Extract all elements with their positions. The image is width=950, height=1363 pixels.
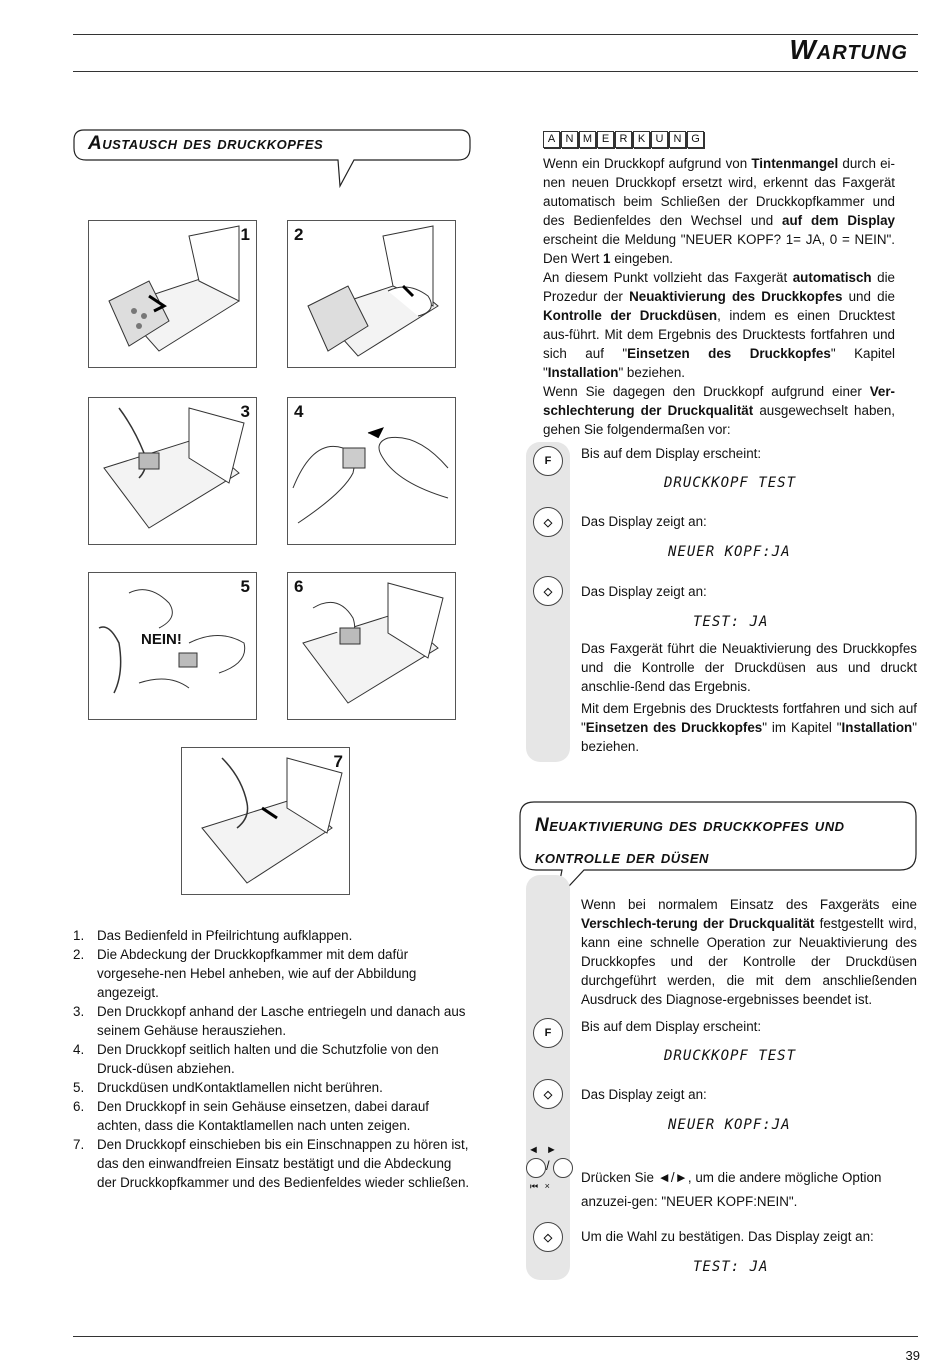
right-arrow-key-icon xyxy=(553,1158,573,1178)
illustration-step-4 xyxy=(287,397,456,545)
intro-text: Wenn bei normalem Einsatz des Faxgeräts eine Verschlech-terung der Druckqualität festgestellt wird, kann eine schnelle Operation zur Neuaktivierung des Druckkopfes und der Kontrolle der Druckdüsen durchgeführt werden, die mit dem anschließenden Ausdruck des Diagnose-ergebnisses beendet ist. xyxy=(581,897,917,1007)
list-item: 7. Den Druckkopf einschieben bis ein Einschnappen zu hören ist, das den einwandfreien Einsatz bestätigt und die Abdeckung der Druckkopfkammer und des Bedienfeldes wieder schließen. xyxy=(73,1137,470,1190)
function-key-icon: F xyxy=(533,1018,563,1048)
result-text: Das Faxgerät führt die Neuaktivierung des Druckkopfes und die Kontrolle der Druckdüsen aus und druckt anschlie-ßend das Ergebnis. Mit dem Ergebnis des Drucktests fortfahren und sich auf "Einsetzen des Druckkopfes" im Kapitel "Installation" beziehen. xyxy=(581,641,917,754)
section-title-austausch: Austausch des druckkopfes xyxy=(88,133,324,154)
display-readout: DRUCKKOPF TEST xyxy=(664,1048,797,1064)
list-item: 6. Den Druckkopf in sein Gehäuse einsetzen, dabei darauf achten, dass die Kontaktlamellen nach unten zeigen. xyxy=(73,1099,429,1133)
list-item: 2. Die Abdeckung der Druckkopfkammer mit dem dafür vorgesehe-nen Hebel anheben, wie auf der Abbildung angezeigt. xyxy=(73,947,417,1000)
header-rule-bottom xyxy=(73,71,918,72)
step-text: Bis auf dem Display erscheint: xyxy=(581,446,762,461)
list-item: 1. Das Bedienfeld in Pfeilrichtung aufklappen. xyxy=(73,928,353,943)
display-readout: TEST: JA xyxy=(693,614,769,630)
step-text: Drücken Sie ◄/►, um die andere mögliche Option anzuzei-gen: "NEUER KOPF:NEIN". xyxy=(581,1170,882,1209)
fax-insert-head-drawing xyxy=(288,573,455,719)
fax-open-panel-drawing xyxy=(89,221,256,367)
step-number: 6 xyxy=(294,577,304,596)
fax-close-cover-drawing xyxy=(182,748,349,894)
ok-key-icon: ◇ xyxy=(533,576,563,606)
key-column-2 xyxy=(526,875,570,1280)
list-item: 5. Druckdüsen undKontaktlamellen nicht berühren. xyxy=(73,1080,383,1095)
replacement-steps-list xyxy=(73,926,473,1192)
illustration-step-1 xyxy=(88,220,257,368)
step-number: 4 xyxy=(294,402,304,421)
illustration-step-5 xyxy=(88,572,257,720)
hands-peel-foil-drawing xyxy=(288,398,455,544)
fax-remove-head-drawing xyxy=(89,398,256,544)
step-number: 2 xyxy=(294,225,304,244)
fax-lift-cover-drawing xyxy=(288,221,455,367)
step-number: 5 xyxy=(240,577,250,596)
illustration-step-2 xyxy=(287,220,456,368)
ok-key-icon: ◇ xyxy=(533,507,563,537)
ok-key-icon: ◇ xyxy=(533,1079,563,1109)
key-slash: / xyxy=(546,1158,550,1173)
list-item: 3. Den Druckkopf anhand der Lasche entriegeln und danach aus seinem Gehäuse herausziehen. xyxy=(73,1004,466,1038)
section-title-neuaktivierung: Neuaktivierung des druckkopfes und kontrolle der düsen xyxy=(535,815,845,868)
display-readout: NEUER KOPF:JA xyxy=(668,544,791,560)
display-readout: DRUCKKOPF TEST xyxy=(664,475,797,491)
display-readout: NEUER KOPF:JA xyxy=(668,1117,791,1133)
note-body: Wenn ein Druckkopf aufgrund von Tintenmangel durch ei-nen neuen Druckkopf ersetzt wird, erkennt das Faxgerät automatisch beim Schließen der Druckkopfkammer und des Bedienfeldes den Wechsel und auf dem Display erscheint die Meldung "NEUER KOPF? 1= JA, 0 = NEIN". Den Wert 1 eingeben. An diesem Punkt vollzieht das Faxgerät automatisch die Prozedur der Neuaktivierung des Druckkopfes und die Kontrolle der Druckdüsen, indem es einen Drucktest aus-führt. Mit dem Ergebnis des Drucktests fortfahren und sich auf "Einsetzen des Druckkopfes" Kapitel "Installation" beziehen. Wenn Sie dagegen den Druckkopf aufgrund einer Ver-schlechterung der Druckqualität ausgewechselt haben, gehen Sie folgendermaßen vor: xyxy=(543,156,896,437)
left-arrow-key-icon xyxy=(526,1158,546,1178)
step-text: Um die Wahl zu bestätigen. Das Display zeigt an: xyxy=(581,1229,874,1244)
note-heading: A N M E R K U N G xyxy=(543,129,705,148)
step-text: Bis auf dem Display erscheint: xyxy=(581,1019,762,1034)
display-readout: TEST: JA xyxy=(693,1259,769,1275)
page-number: 39 xyxy=(905,1348,920,1363)
step-text: Das Display zeigt an: xyxy=(581,514,707,529)
function-key-icon: F xyxy=(533,446,563,476)
warning-nein-label: NEIN! xyxy=(141,631,182,648)
step-text: Das Display zeigt an: xyxy=(581,1087,707,1102)
footer-rule xyxy=(73,1336,918,1337)
page-title: Wartung xyxy=(789,34,908,65)
illustration-step-6 xyxy=(287,572,456,720)
step-number: 3 xyxy=(240,402,250,421)
step-number: 7 xyxy=(333,752,343,771)
illustration-step-3 xyxy=(88,397,257,545)
ok-key-icon: ◇ xyxy=(533,1222,563,1252)
arrow-keys-label: ◄ ► xyxy=(528,1144,559,1156)
list-item: 4. Den Druckkopf seitlich halten und die Schutzfolie von den Druck-düsen abziehen. xyxy=(73,1042,439,1076)
arrow-keys-sublabel: ⏮ × xyxy=(530,1181,552,1191)
step-number: 1 xyxy=(240,225,250,244)
illustration-step-7 xyxy=(181,747,350,895)
step-text: Das Display zeigt an: xyxy=(581,584,707,599)
